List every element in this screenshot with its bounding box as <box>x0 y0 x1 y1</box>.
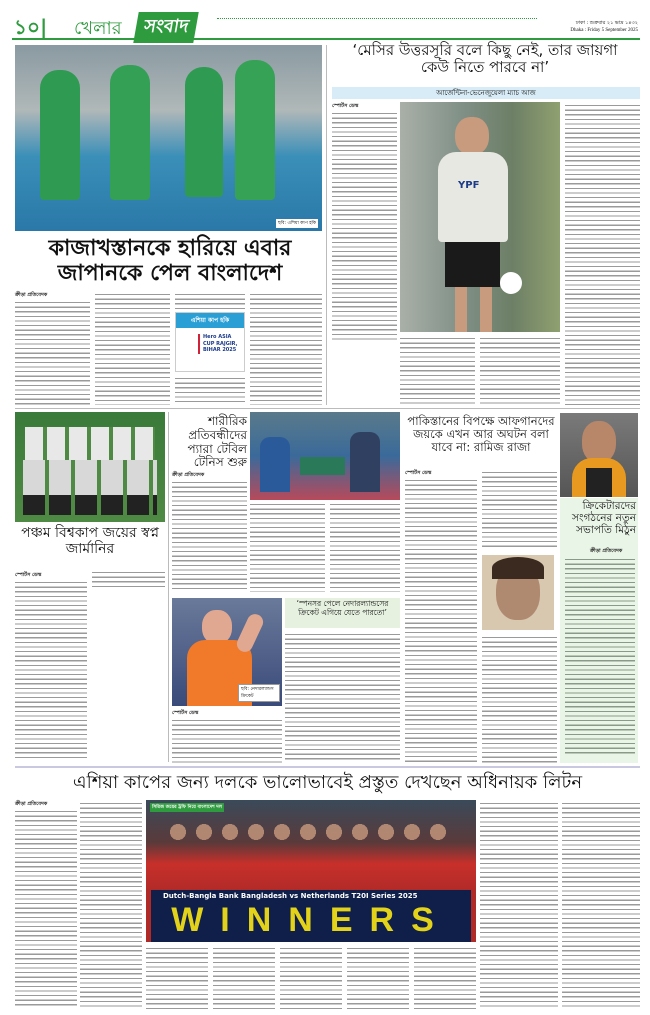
litton-byline: ক্রীড়া প্রতিবেদক <box>15 801 48 807</box>
asia-cup-hockey-logo <box>175 312 245 372</box>
page-header <box>12 12 640 40</box>
hockey-byline: ক্রীড়া প্রতিবেদক <box>15 292 48 298</box>
litton-body-col2 <box>80 801 142 1009</box>
messi-body-col2 <box>400 336 475 406</box>
mithun-body <box>565 557 635 757</box>
litton-body-col3 <box>146 946 208 1009</box>
banner-main-text: WINNERS <box>171 901 451 939</box>
team-trophy-photo <box>146 800 476 942</box>
netherlands-byline: স্পোর্টস ডেস্ক <box>172 710 199 716</box>
messi-subhead: আর্জেন্টিনা-ভেনেজুয়েলা ম্যাচ আজ <box>332 87 640 99</box>
litton-body-col7 <box>414 946 476 1009</box>
mithun-headline: ক্রিকেটারদের সংগঠনের নতুন সভাপতি মিঠুন <box>572 500 636 537</box>
section-word1: খেলার <box>74 18 122 39</box>
para-tt-body-col2 <box>250 502 325 592</box>
logo-text: Hero ASIA CUP RAJGIR, BIHAR 2025 <box>198 334 240 354</box>
team-photo-caption: সিরিজ জয়ের ট্রফি নিয়ে বাংলাদেশ দল <box>152 805 223 810</box>
hockey-photo-caption: ছবি: এশিয়া কাপ হকি <box>278 221 316 226</box>
para-tt-body-col1 <box>172 480 247 590</box>
date-bn: ঢাকা : শুক্রবার ২১ ভাদ্র ১৪৩২ <box>575 20 638 26</box>
pakistan-body-col2 <box>482 470 557 550</box>
germany-team-photo <box>15 412 165 522</box>
pakistan-headline: পাকিস্তানের বিপক্ষে আফগানদের জয়কে এখন আর অঘটন বলা যাবে না: রামিজ রাজা <box>407 414 555 455</box>
litton-body-col1 <box>15 809 77 1009</box>
litton-body-col9 <box>562 801 640 1009</box>
pakistan-body-col2b <box>482 635 557 763</box>
hockey-headline: কাজাখস্তানকে হারিয়ে এবার জাপানকে পেল বাংলাদেশ <box>48 236 292 287</box>
germany-body-col1 <box>15 580 87 760</box>
dotted-rule <box>217 18 537 19</box>
section-word2: সংবাদ <box>133 12 199 43</box>
pakistan-byline: স্পোর্টস ডেস্ক <box>405 470 432 476</box>
messi-photo <box>400 102 560 332</box>
netherlands-body-col1 <box>172 718 282 763</box>
litton-body-col5 <box>280 946 342 1009</box>
page-number: ১০| <box>14 15 48 39</box>
litton-body-col6 <box>347 946 409 1009</box>
hockey-photo <box>15 45 322 231</box>
messi-body-col4 <box>565 103 640 406</box>
netherlands-photo-caption: ছবি: নেদারল্যান্ডস ক্রিকেট <box>238 684 280 702</box>
hockey-body-col2 <box>95 292 170 405</box>
germany-body-col2 <box>92 570 165 588</box>
logo-title: এশিয়া কাপ হকি <box>176 313 244 328</box>
messi-byline: স্পোর্টস ডেস্ক <box>332 103 359 109</box>
litton-body-col4 <box>213 946 275 1009</box>
netherlands-headline: ‘স্পনসর পেলে নেদারল্যান্ডসের ক্রিকেট এগিয়ে যেতে পারতো’ <box>296 599 389 617</box>
netherlands-body-main <box>285 632 400 762</box>
para-tt-body-col3 <box>330 502 400 592</box>
germany-headline: পঞ্চম বিশ্বকাপ জয়ের স্বপ্ন জার্মানির <box>21 525 159 558</box>
para-tt-byline: ক্রীড়া প্রতিবেদক <box>172 472 205 478</box>
mithun-byline: ক্রীড়া প্রতিবেদক <box>590 548 623 554</box>
litton-headline: এশিয়া কাপের জন্য দলকে ভালোভাবেই প্রস্তুত দেখছেন অধিনায়ক লিটন <box>72 772 583 793</box>
mithun-photo <box>560 413 638 497</box>
messi-body-col3 <box>480 336 560 406</box>
para-tt-headline: শারীরিক প্রতিবন্ধীদের প্যারা টেবিল টেনিস শুরু <box>187 414 247 470</box>
hockey-body-col3 <box>175 292 245 310</box>
pakistan-body-col1 <box>405 478 477 763</box>
date-en: Dhaka : Friday 5 September 2025 <box>570 28 638 33</box>
rameez-raja-photo <box>482 555 554 630</box>
netherlands-player-photo <box>172 598 282 706</box>
hockey-body-col4 <box>250 292 322 405</box>
hockey-body-col3b <box>175 376 245 405</box>
banner-top-text: Dutch-Bangla Bank Bangladesh vs Netherlands T20I Series 2025 <box>163 892 418 900</box>
hockey-body-col1 <box>15 300 90 405</box>
winners-banner <box>151 890 471 942</box>
para-tt-photo <box>250 412 400 500</box>
messi-body-col1 <box>332 111 397 341</box>
litton-body-col8 <box>480 801 558 1009</box>
messi-headline: ‘মেসির উত্তরসূরি বলে কিছু নেই, তার জায়গা কেউ নিতে পারবে না’ <box>352 41 618 77</box>
germany-byline: স্পোর্টস ডেস্ক <box>15 572 42 578</box>
jersey-text: YPF <box>458 180 480 191</box>
